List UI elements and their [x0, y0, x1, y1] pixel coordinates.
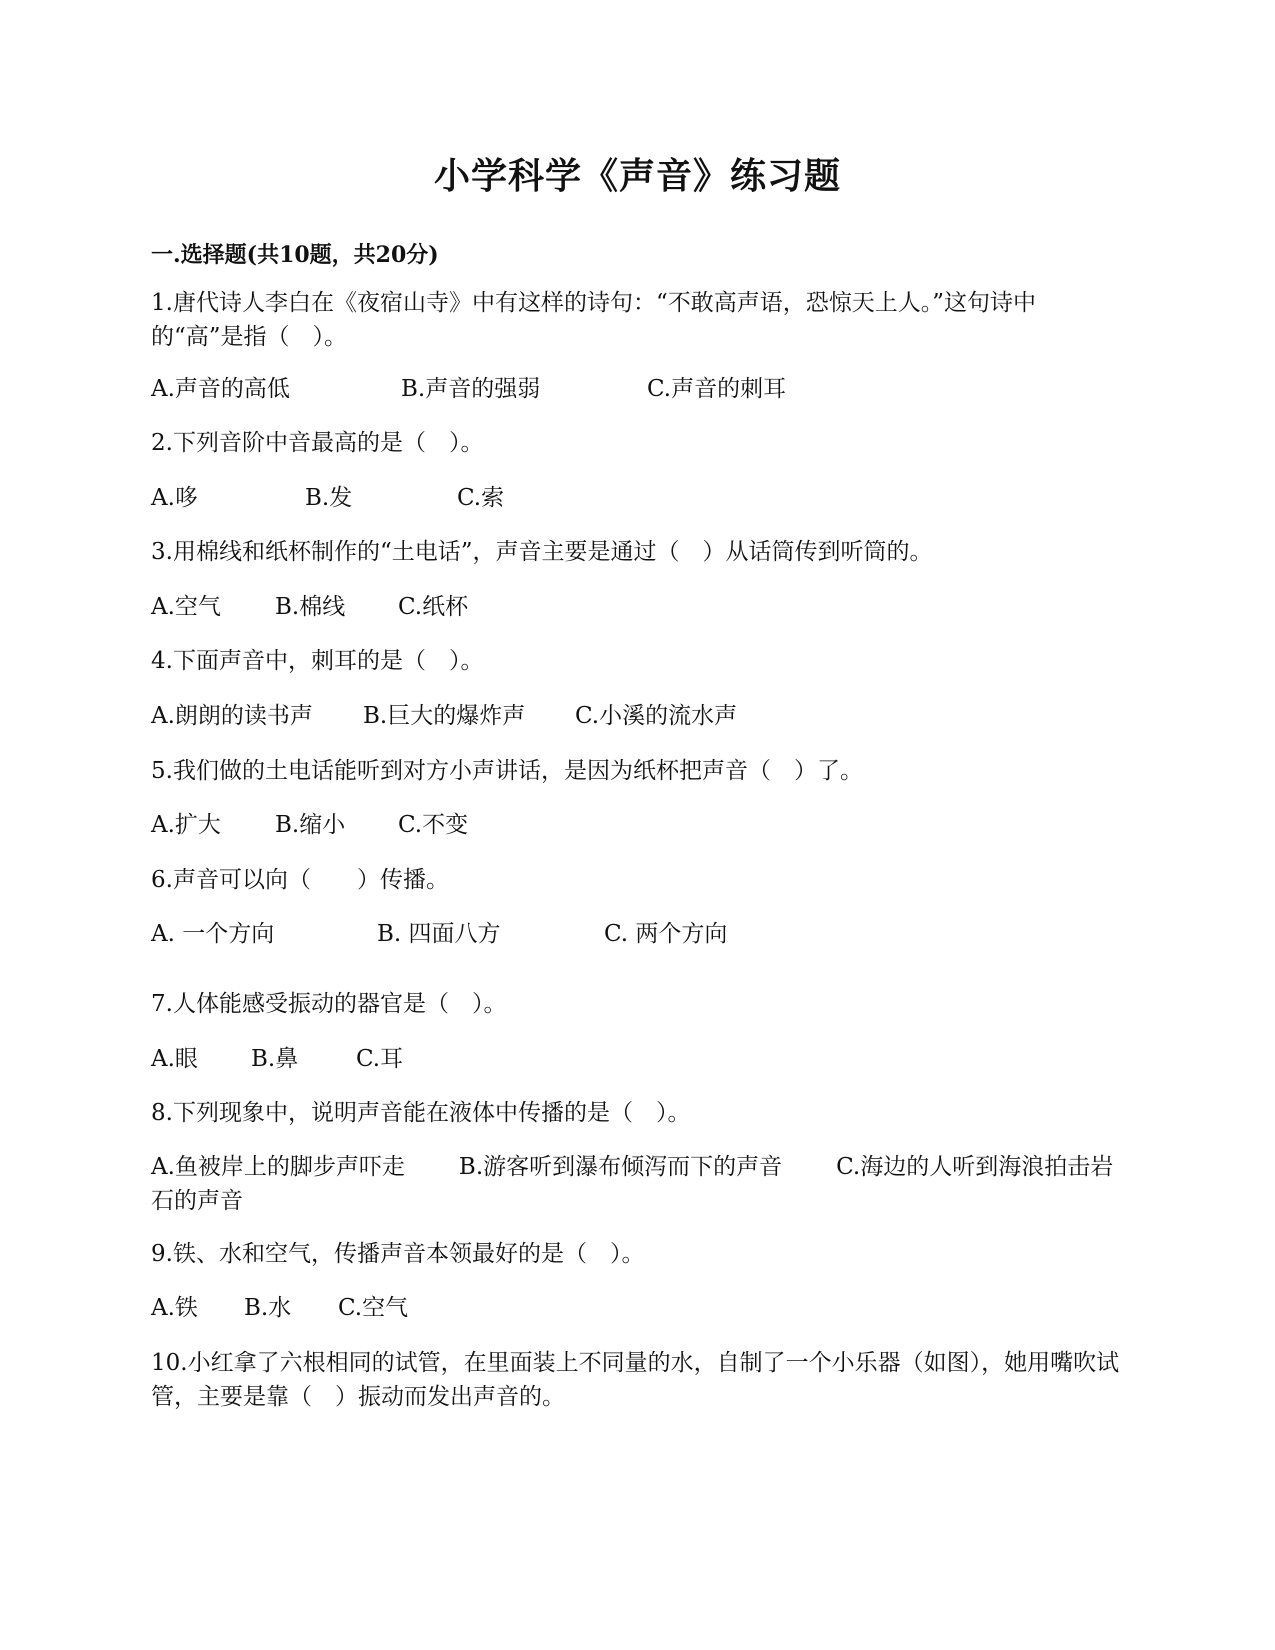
- option-b: B. 四面八方: [377, 921, 501, 947]
- option-a: A.扩大: [151, 812, 221, 838]
- question-3-options: [151, 590, 1126, 624]
- option-c: C.空气: [338, 1295, 409, 1321]
- option-c: C.索: [457, 485, 505, 511]
- option-c: C.声音的刺耳: [647, 376, 787, 402]
- option-c: C.不变: [398, 812, 469, 838]
- question-4-options: [151, 699, 1126, 733]
- option-a: A.哆: [151, 485, 198, 511]
- question-7-options: [151, 1042, 1126, 1076]
- option-b: B.缩小: [275, 812, 346, 838]
- option-c: C.耳: [356, 1046, 404, 1072]
- option-b: B.棉线: [275, 594, 346, 620]
- option-b: B.水: [244, 1295, 292, 1321]
- option-b: B.鼻: [251, 1046, 299, 1072]
- option-b: B.游客听到瀑布倾泻而下的声音: [458, 1154, 783, 1180]
- option-c: C.纸杯: [398, 594, 469, 620]
- question-5: 5.我们做的土电话能听到对方小声讲话，是因为纸杯把声音（ ）了。: [151, 758, 863, 784]
- option-b: B.巨大的爆炸声: [363, 703, 526, 729]
- option-c: C.海边的人听到海浪拍击岩石的声音: [151, 1154, 1114, 1214]
- question-1-options: [151, 372, 1126, 406]
- question-8-options: [151, 1150, 1126, 1218]
- question-9-options: [151, 1291, 1126, 1325]
- section-heading: 一.选择题(共10题，共20分): [151, 242, 439, 268]
- question-6: 6.声音可以向（ ）传播。: [151, 867, 449, 893]
- option-b: B.声音的强弱: [401, 376, 541, 402]
- question-6-options: [151, 917, 1126, 951]
- option-a: A.朗朗的读书声: [151, 703, 313, 729]
- question-3: 3.用棉线和纸杯制作的“土电话”，声音主要是通过（ ）从话筒传到听筒的。: [151, 539, 933, 565]
- question-4: 4.下面声音中，刺耳的是（ ）。: [151, 648, 484, 674]
- option-a: A. 一个方向: [151, 921, 275, 947]
- option-a: A.铁: [151, 1295, 198, 1321]
- option-a: A.空气: [151, 594, 221, 620]
- question-8: 8.下列现象中，说明声音能在液体中传播的是（ ）。: [151, 1100, 691, 1126]
- question-1: 1.唐代诗人李白在《夜宿山寺》中有这样的诗句：“不敢高声语，恐惊天上人。”这句诗中的“高”是指（ ）。: [151, 290, 1036, 350]
- option-c: C. 两个方向: [604, 921, 728, 947]
- option-b: B.发: [305, 485, 353, 511]
- question-2-options: [151, 481, 1126, 515]
- option-c: C.小溪的流水声: [575, 703, 738, 729]
- question-7: 7.人体能感受振动的器官是（ ）。: [151, 991, 507, 1017]
- question-5-options: [151, 808, 1126, 842]
- page-title: 小学科学《声音》练习题: [433, 155, 841, 197]
- question-10: 10.小红拿了六根相同的试管，在里面装上不同量的水，自制了一个小乐器（如图），她用嘴吹试管，主要是靠（ ）振动而发出声音的。: [151, 1350, 1120, 1410]
- option-a: A.声音的高低: [151, 376, 290, 402]
- option-a: A.鱼被岸上的脚步声吓走: [151, 1154, 405, 1180]
- question-2: 2.下列音阶中音最高的是（ ）。: [151, 430, 484, 456]
- option-a: A.眼: [151, 1046, 198, 1072]
- question-9: 9.铁、水和空气，传播声音本领最好的是（ ）。: [151, 1241, 645, 1267]
